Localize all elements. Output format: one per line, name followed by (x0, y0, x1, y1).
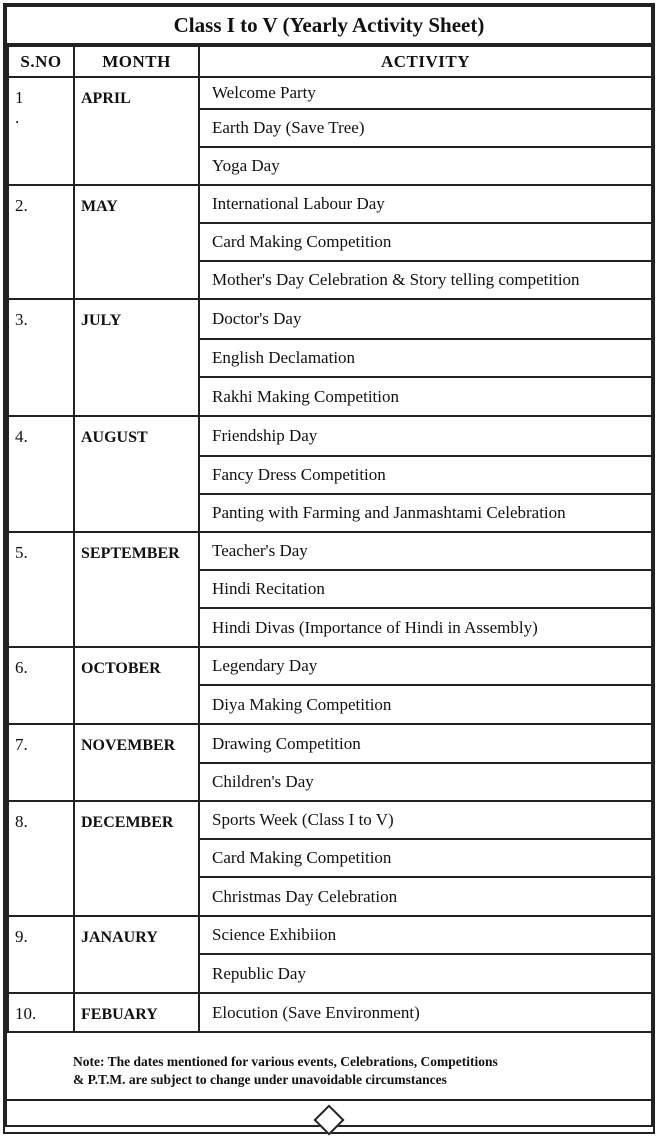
row-month: NOVEMBER (74, 724, 199, 801)
row-sno: 3. (8, 299, 74, 416)
activity-cell: Welcome Party (199, 77, 652, 109)
row-sno: 1 . (8, 77, 74, 185)
row-month: MAY (74, 185, 199, 299)
note-line-2: & P.T.M. are subject to change under unavoidable circumstances (73, 1072, 447, 1087)
row-month: APRIL (74, 77, 199, 185)
row-sno: 10. (8, 993, 74, 1032)
note (7, 1045, 651, 1101)
row-month: OCTOBER (74, 647, 199, 724)
sheet-title: Class I to V (Yearly Activity Sheet) (7, 7, 651, 45)
row-sno: 4. (8, 416, 74, 532)
activity-cell: Yoga Day (199, 147, 652, 185)
activity-cell: Earth Day (Save Tree) (199, 109, 652, 147)
activity-cell: Hindi Divas (Importance of Hindi in Assembly) (199, 608, 652, 647)
table-row (8, 801, 652, 839)
activity-cell: Teacher's Day (199, 532, 652, 570)
table-row (8, 993, 652, 1032)
table-row (8, 916, 652, 954)
row-month: AUGUST (74, 416, 199, 532)
activity-cell: Hindi Recitation (199, 570, 652, 608)
activity-cell: Children's Day (199, 763, 652, 801)
activity-cell: International Labour Day (199, 185, 652, 223)
row-month: SEPTEMBER (74, 532, 199, 647)
activity-cell: Christmas Day Celebration (199, 877, 652, 916)
activity-cell: Mother's Day Celebration & Story telling competition (199, 261, 652, 299)
table-row (8, 532, 652, 570)
row-sno: 2. (8, 185, 74, 299)
activity-cell: Card Making Competition (199, 223, 652, 261)
activity-cell: Friendship Day (199, 416, 652, 456)
table-row (8, 647, 652, 685)
header-sno: S.NO (8, 46, 74, 77)
table-row (8, 185, 652, 223)
activity-cell: Card Making Competition (199, 839, 652, 877)
header-activity: ACTIVITY (199, 46, 652, 77)
table-row (8, 299, 652, 339)
activity-cell: Elocution (Save Environment) (199, 993, 652, 1032)
activity-cell: Science Exhibiion (199, 916, 652, 954)
activity-cell: Panting with Farming and Janmashtami Celebration (199, 494, 652, 532)
activity-cell: Drawing Competition (199, 724, 652, 763)
table-header-row (8, 46, 652, 77)
row-sno: 8. (8, 801, 74, 916)
table-row (8, 724, 652, 763)
activity-cell: Republic Day (199, 954, 652, 993)
activity-cell: Legendary Day (199, 647, 652, 685)
row-month: DECEMBER (74, 801, 199, 916)
activity-cell: Doctor's Day (199, 299, 652, 339)
row-sno: 7. (8, 724, 74, 801)
activity-cell: Diya Making Competition (199, 685, 652, 724)
table-row (8, 77, 652, 109)
row-month: JULY (74, 299, 199, 416)
row-sno: 5. (8, 532, 74, 647)
activity-cell: Rakhi Making Competition (199, 377, 652, 416)
note-line-1: Note: The dates mentioned for various events, Celebrations, Competitions (73, 1054, 498, 1069)
activity-cell: Fancy Dress Competition (199, 456, 652, 494)
header-month: MONTH (74, 46, 199, 77)
activity-table (7, 45, 653, 1033)
row-month: JANAURY (74, 916, 199, 993)
row-month: FEBUARY (74, 993, 199, 1032)
row-sno: 9. (8, 916, 74, 993)
row-sno: 6. (8, 647, 74, 724)
activity-cell: English Declamation (199, 339, 652, 377)
activity-cell: Sports Week (Class I to V) (199, 801, 652, 839)
table-row (8, 416, 652, 456)
